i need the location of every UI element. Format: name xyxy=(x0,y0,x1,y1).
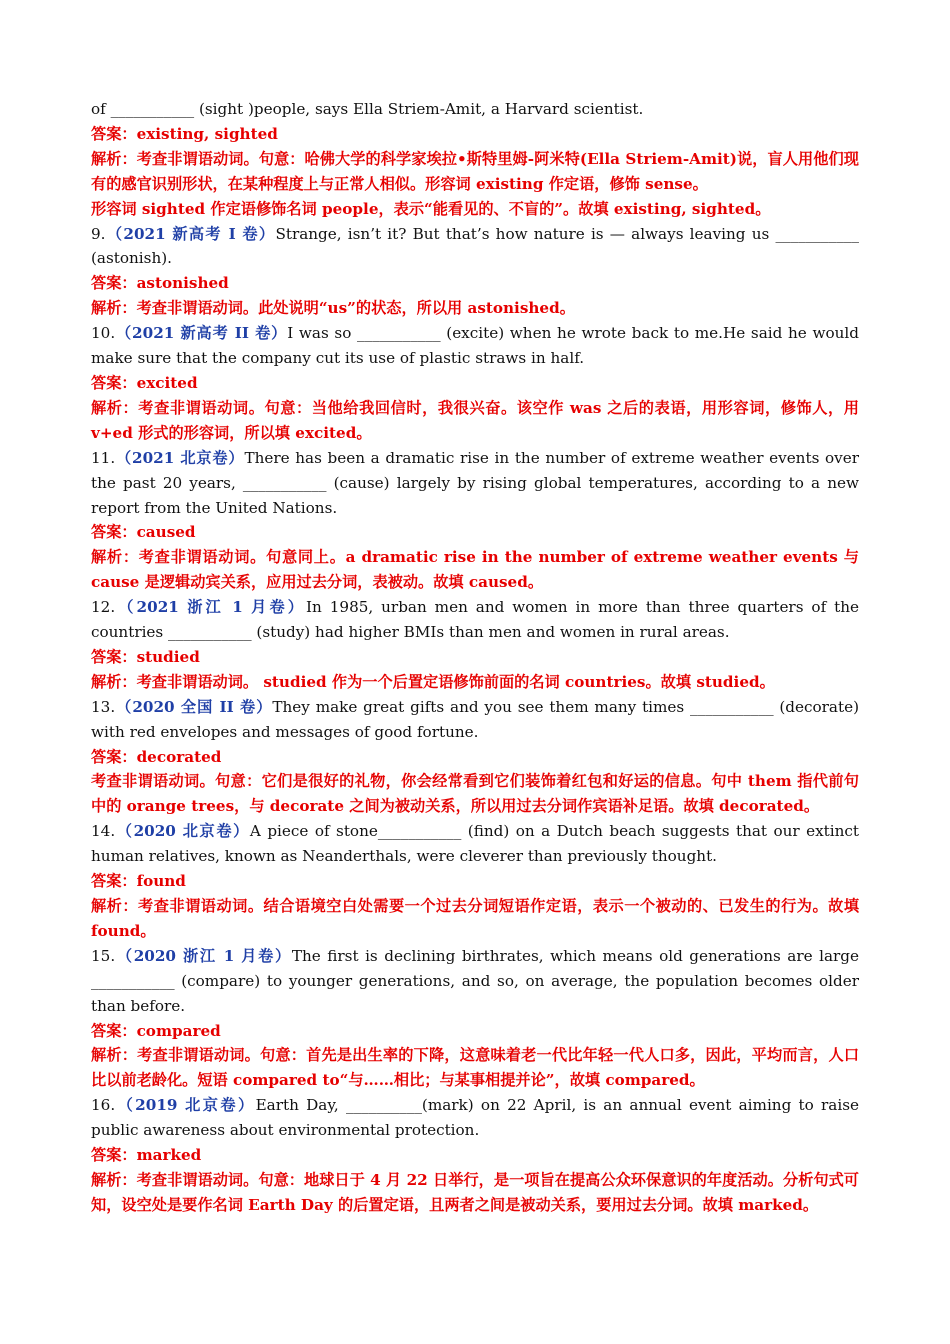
answer-line: 答案：excited xyxy=(91,373,198,392)
question-text: I was so ___________ (excite) when he wrote back to me.He said he would make sure that the company cut its use of plastic straws in half. xyxy=(91,324,859,368)
explanation-line: 解析：考查非谓语动词。句意：地球日于 4 月 22 日举行，是一项旨在提高公众环保意识的年度活动。分析句式可知，设空处是要作名词 Earth Day 的后置定语，且两者之间是被动关系，要用过去分词。故填 marked。 xyxy=(91,1170,859,1214)
question-text: They make great gifts and you see them many times ___________ (decorate) with red envelopes and messages of good fortune. xyxy=(91,697,860,741)
question-text: of ___________ (sight )people, says Ella Striem-Amit, a Harvard scientist. xyxy=(91,100,644,118)
question-source: （2020 全国 II 卷） xyxy=(115,697,273,716)
question-item xyxy=(91,695,859,745)
answer-line: 答案：studied xyxy=(91,647,200,666)
answer-line: 答案：marked xyxy=(91,1146,202,1165)
question-source: （2021 新高考 II 卷） xyxy=(115,324,288,343)
question-number: 14. xyxy=(91,822,116,841)
explanation-line: 形容词 sighted 作定语修饰名词 people，表示“能看见的、不盲的”。故填 existing, sighted。 xyxy=(91,199,771,218)
question-item xyxy=(91,222,859,272)
question-text: In 1985, urban men and women in more than three quarters of the countries ___________ (study) had higher BMIs than men and women in rural areas. xyxy=(91,598,859,642)
answer-line: 答案：found xyxy=(91,872,186,891)
explanation-line: 解析：考查非谓语动词。 studied 作为一个后置定语修饰前面的名词 countries。故填 studied。 xyxy=(91,672,775,691)
question-text: There has been a dramatic rise in the number of extreme weather events over the past 20 years, ___________ (cause) largely by rising global temperatures, according to a new report from the United Nations. xyxy=(91,448,859,517)
question-item xyxy=(91,321,859,371)
explanation-line: 解析：考查非谓语动词。句意：当他给我回信时，我很兴奋。该空作 was 之后的表语，用形容词，修饰人，用 v+ed 形式的形容词，所以填 excited。 xyxy=(91,398,859,442)
question-number: 10. xyxy=(91,324,116,343)
explanation-line: 考查非谓语动词。句意：它们是很好的礼物，你会经常看到它们装饰着红包和好运的信息。句中 them 指代前句中的 orange trees，与 decorate 之间为被动关系，所以用过去分词作宾语补足语。故填 decorated。 xyxy=(91,772,859,816)
question-item xyxy=(91,1093,859,1143)
question-item xyxy=(91,944,859,1019)
document-body xyxy=(91,97,859,1218)
answer-line: 答案：compared xyxy=(91,1021,221,1040)
question-text: A piece of stone___________ (find) on a Dutch beach suggests that our extinct human relatives, known as Neanderthals, were cleverer than previously thought. xyxy=(91,822,859,866)
question-number: 12. xyxy=(91,598,116,617)
explanation-line: 解析：考查非谓语动词。此处说明“us”的状态，所以用 astonished。 xyxy=(91,299,575,318)
question-source: （2020 浙江 1 月卷） xyxy=(115,946,292,965)
answer-line: 答案：astonished xyxy=(91,274,229,293)
question-source: （2019 北京卷） xyxy=(115,1096,256,1115)
question-number: 13. xyxy=(91,697,116,716)
question-source: （2020 北京卷） xyxy=(115,822,250,841)
answer-line: 答案：existing, sighted xyxy=(91,124,278,143)
question-number: 15. xyxy=(91,946,116,965)
question-source: （2021 北京卷） xyxy=(115,448,245,467)
answer-line: 答案：decorated xyxy=(91,747,222,766)
question-item xyxy=(91,595,859,645)
explanation-line: 解析：考查非谓语动词。句意同上。a dramatic rise in the number of extreme weather events 与 cause 是逻辑动宾关系，应用过去分词，表被动。故填 caused。 xyxy=(91,548,859,592)
answer-line: 答案：caused xyxy=(91,523,196,542)
question-item xyxy=(91,446,859,521)
explanation-line: 解析：考查非谓语动词。句意：首先是出生率的下降，这意味着老一代比年轻一代人口多，因此，平均而言，人口比以前老龄化。短语 compared to“与……相比；与某事相提并论”，故填 compared。 xyxy=(91,1046,859,1090)
question-text: Earth Day, __________(mark) on 22 April, is an annual event aiming to raise public awareness about environmental protection. xyxy=(91,1096,859,1140)
question-source: （2021 新高考 I 卷） xyxy=(105,224,276,243)
question-number: 16. xyxy=(91,1096,116,1115)
question-text: The first is declining birthrates, which means old generations are large ___________ (compare) to younger generations, and so, on average, the population becomes older than before. xyxy=(91,946,859,1015)
question-text: Strange, isn’t it? But that’s how nature is — always leaving us ___________ (astonish). xyxy=(91,224,859,268)
explanation-line: 解析：考查非谓语动词。句意：哈佛大学的科学家埃拉•斯特里姆-阿米特(Ella Striem-Amit)说，盲人用他们现有的感官识别形状，在某种程度上与正常人相似。形容词 existing 作定语，修饰 sense。 xyxy=(91,149,859,193)
question-number: 9. xyxy=(91,224,106,243)
question-item xyxy=(91,97,859,122)
question-source: （2021 浙江 1 月卷） xyxy=(115,598,307,617)
explanation-line: 解析：考查非谓语动词。结合语境空白处需要一个过去分词短语作定语，表示一个被动的、已发生的行为。故填 found。 xyxy=(91,897,859,940)
question-number: 11. xyxy=(91,448,116,467)
question-item xyxy=(91,819,859,869)
